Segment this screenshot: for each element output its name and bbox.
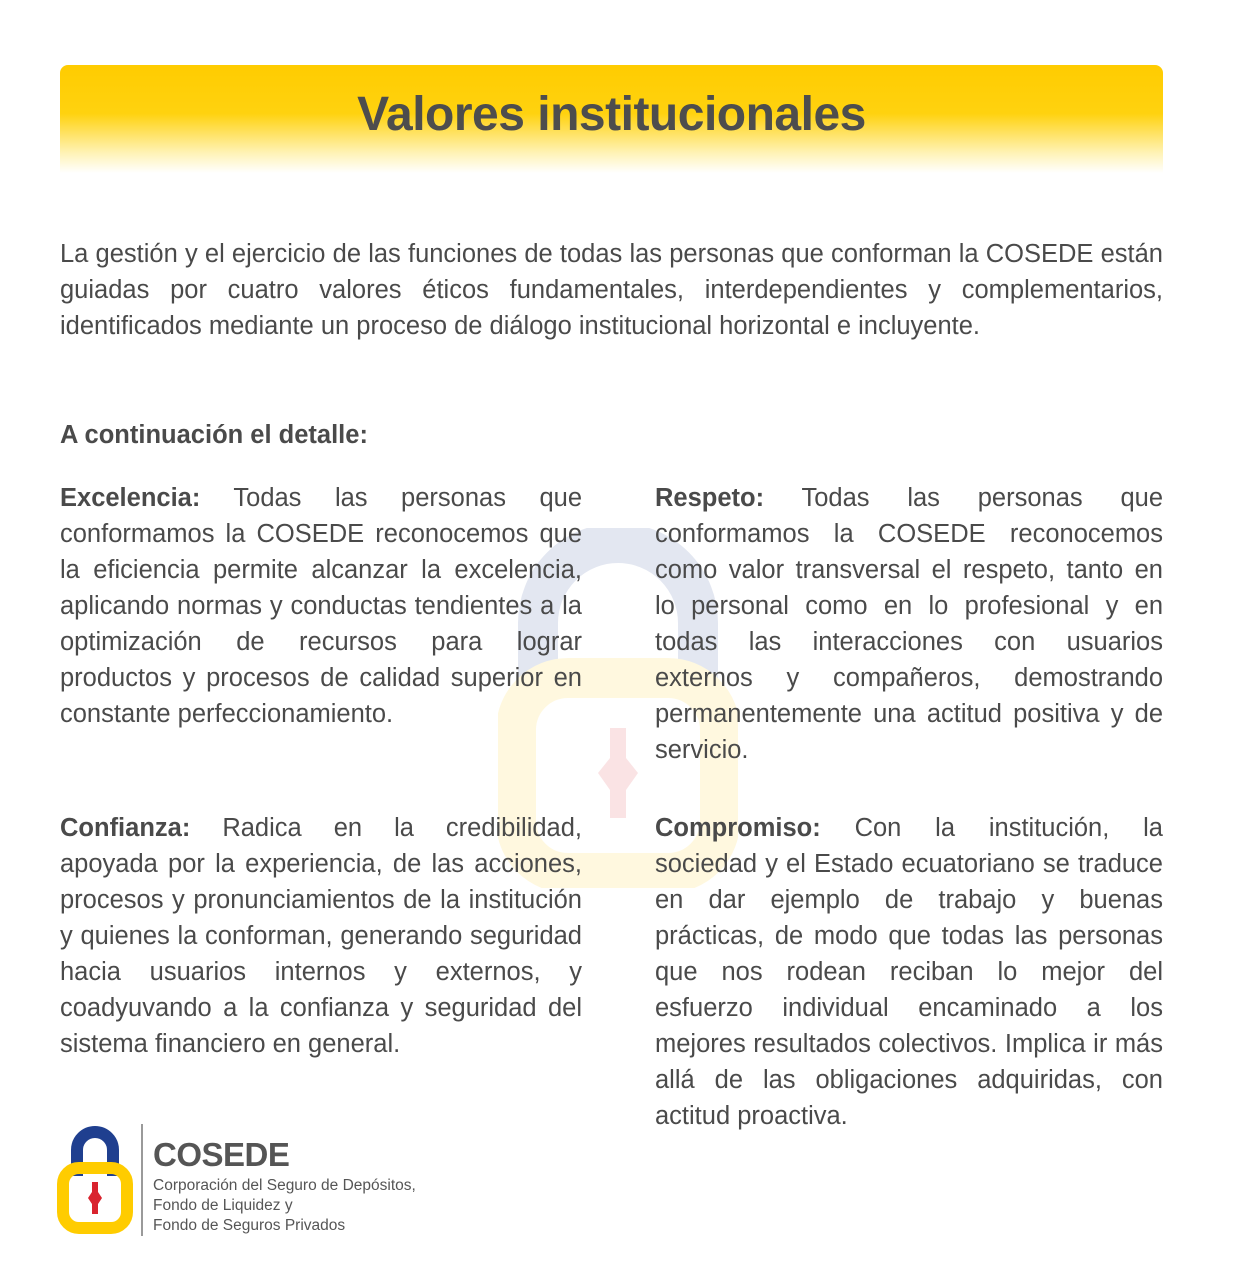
- value-confianza-name: Confianza:: [60, 814, 191, 842]
- brand-subtitle-line: Fondo de Liquidez y: [153, 1197, 293, 1214]
- page-title: Valores institucionales: [357, 88, 866, 141]
- brand-subtitle: [153, 1176, 416, 1236]
- value-respeto-text: Todas las personas que conformamos la COSEDE reconocemos como valor transversal el respeto, tanto en lo personal como en lo profesional y en todas las interacciones con usuarios externos y compañeros, demostrando permanentemente una actitud positiva y de servicio.: [655, 484, 1164, 764]
- value-compromiso-name: Compromiso:: [655, 814, 821, 842]
- value-excelencia: [60, 480, 582, 732]
- brand-subtitle-line: Corporación del Seguro de Depósitos,: [153, 1177, 416, 1194]
- value-confianza: [60, 810, 582, 1062]
- detail-subheading: A continuación el detalle:: [60, 421, 368, 449]
- padlock-logo-icon: [57, 1124, 133, 1234]
- value-respeto-name: Respeto:: [655, 484, 765, 512]
- value-excelencia-name: Excelencia:: [60, 484, 201, 512]
- value-compromiso: [655, 810, 1163, 1134]
- value-excelencia-text: Todas las personas que conformamos la COSEDE reconocemos que la eficiencia permite alcanzar la excelencia, aplicando normas y conductas tendientes a la optimización de recursos para lograr productos y procesos de calidad superior en constante perfeccionamiento.: [60, 484, 582, 728]
- value-compromiso-text: Con la institución, la sociedad y el Estado ecuatoriano se traduce en dar ejemplo de trabajo y buenas prácticas, de modo que todas las personas que nos rodean reciban lo mejor del esfuerzo individual encaminado a los mejores resultados colectivos. Implica ir más allá de las obligaciones adquiridas, con actitud proactiva.: [655, 814, 1163, 1130]
- value-confianza-text: Radica en la credibilidad, apoyada por la experiencia, de las acciones, procesos y pronunciamientos de la institución y quienes la conforman, generando seguridad hacia usuarios internos y externos, y coadyuvando a la confianza y seguridad del sistema financiero en general.: [60, 814, 582, 1058]
- brand-name: COSEDE: [153, 1136, 290, 1173]
- title-banner: [60, 65, 1163, 173]
- brand-subtitle-line: Fondo de Seguros Privados: [153, 1217, 346, 1234]
- logo-divider: [141, 1124, 143, 1236]
- value-respeto: [655, 480, 1163, 768]
- intro-paragraph: La gestión y el ejercicio de las funciones de todas las personas que conforman la COSEDE están guiadas por cuatro valores éticos fundamentales, interdependientes y complementarios, identificados mediante un proceso de diálogo institucional horizontal e incluyente.: [60, 240, 1163, 340]
